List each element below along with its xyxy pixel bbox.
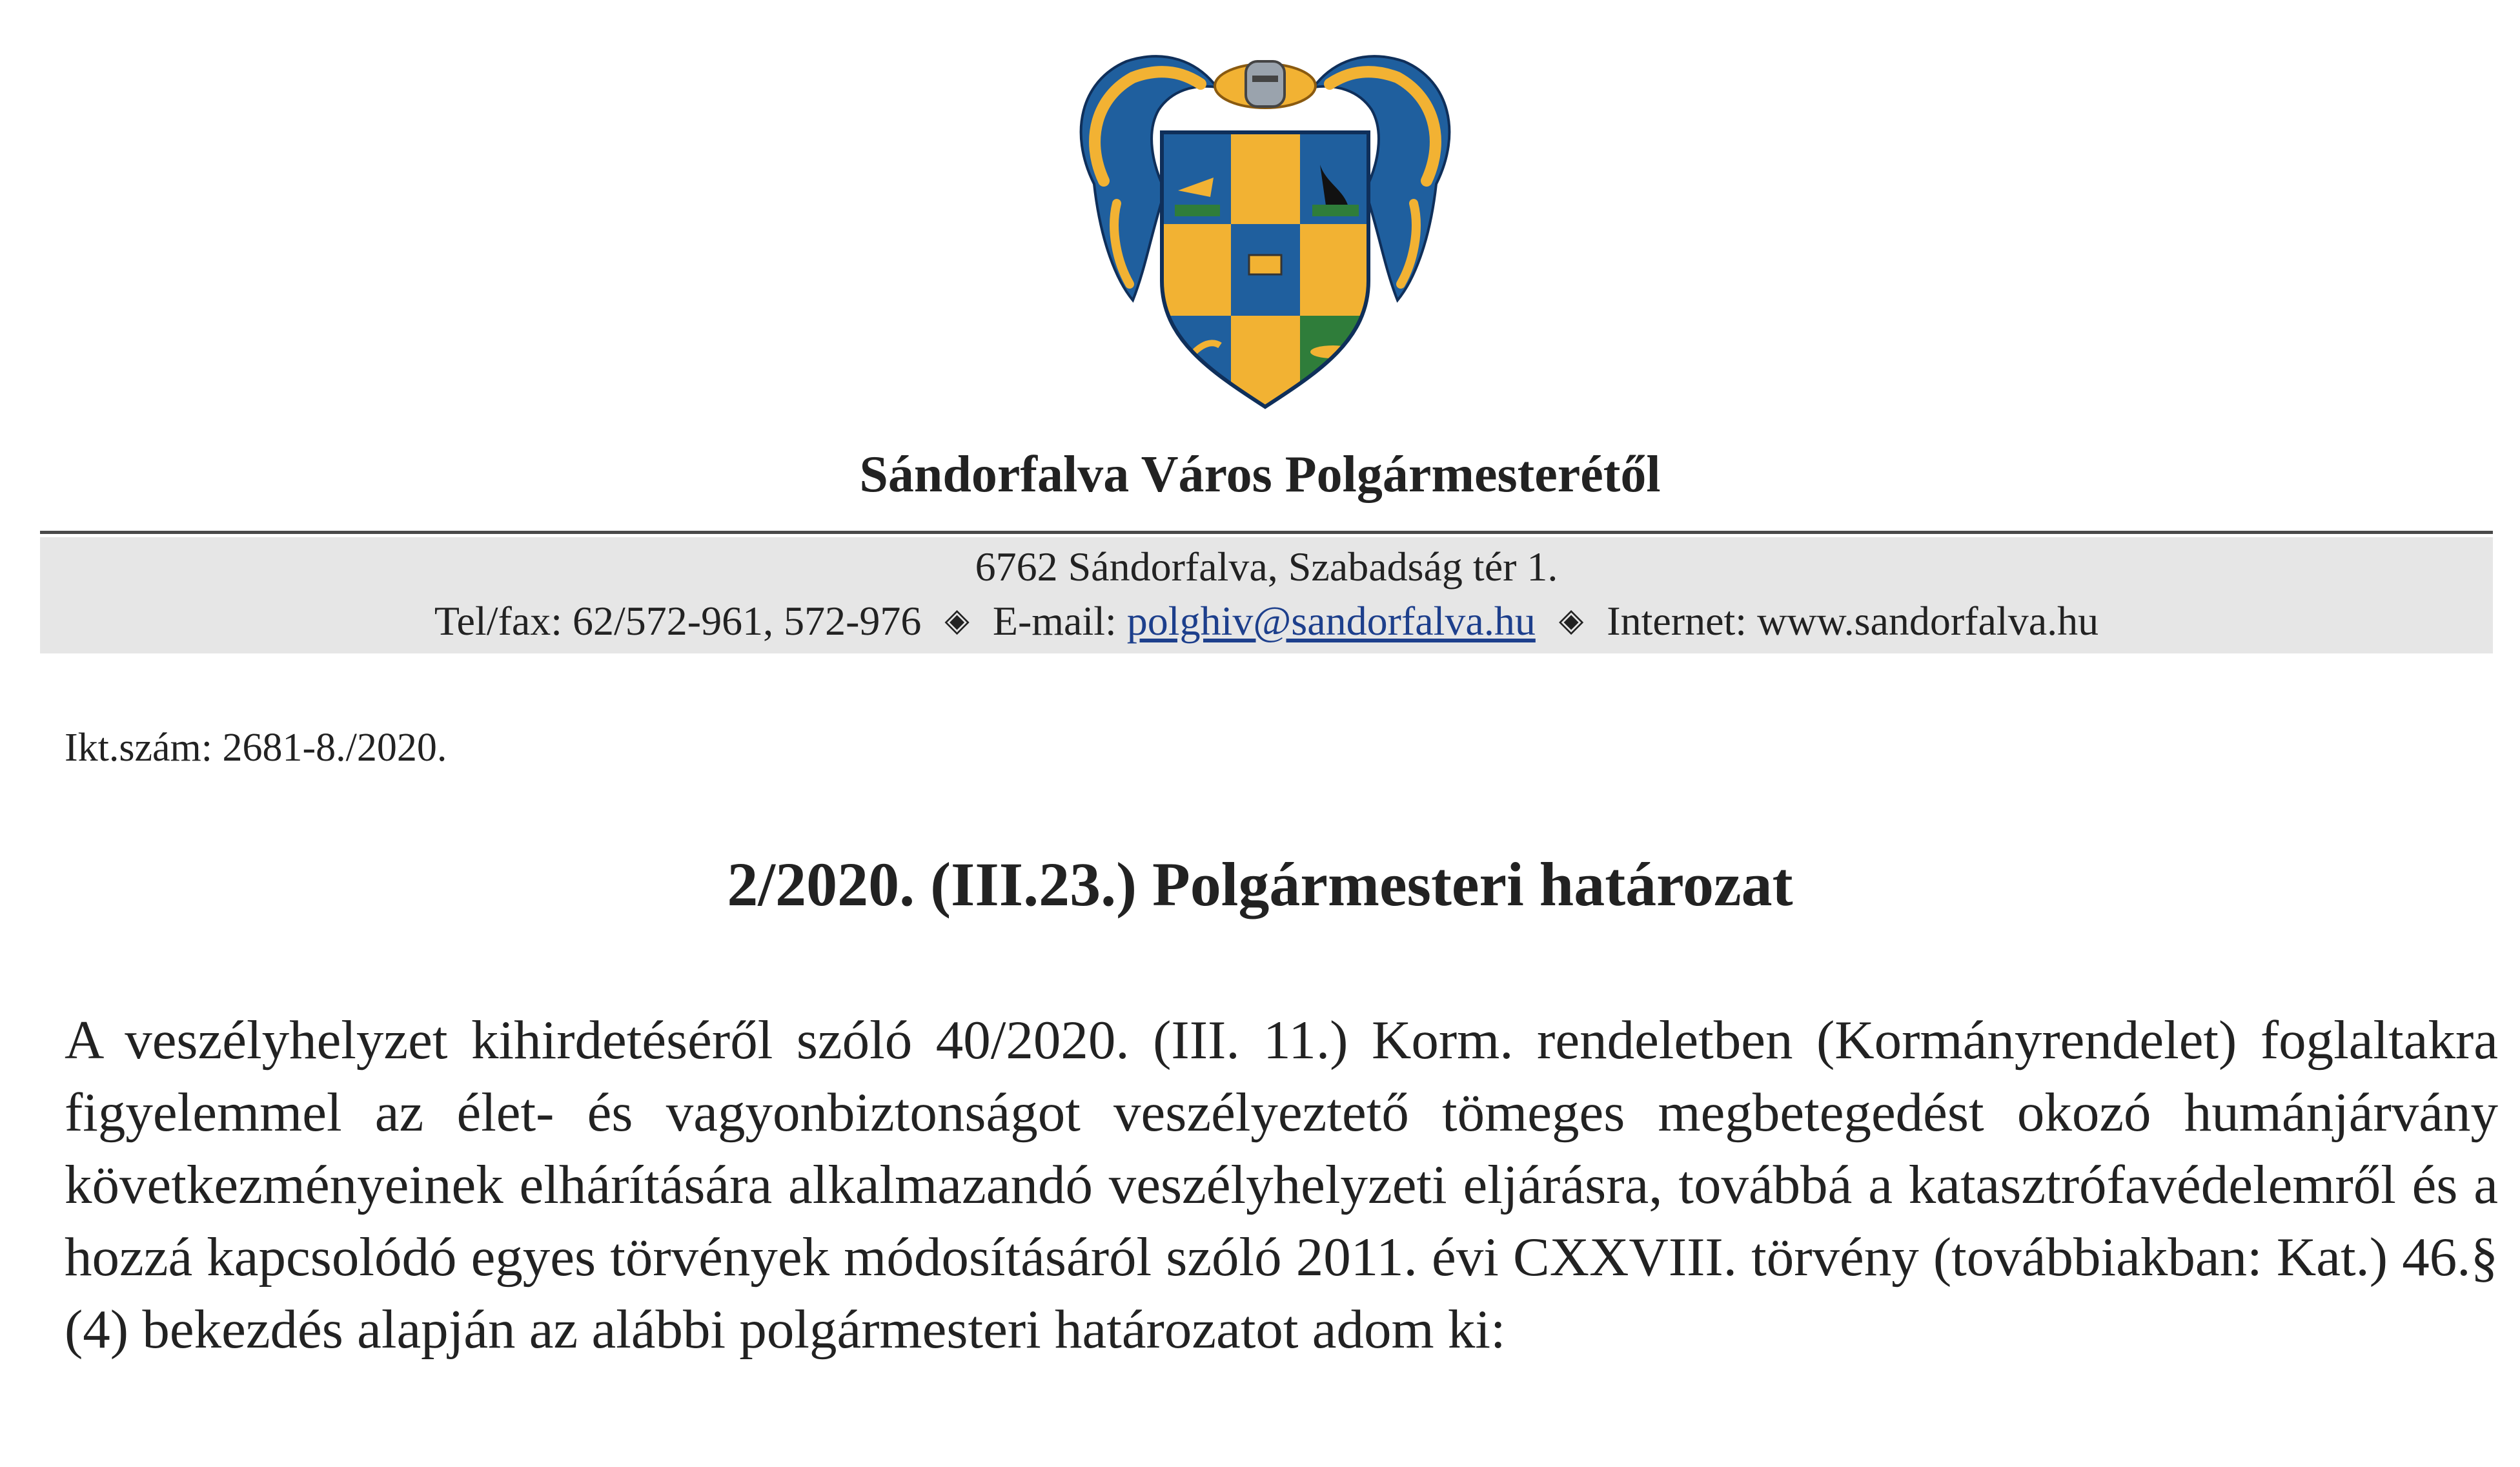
office-title: Sándorfalva Város Polgármesterétől (859, 446, 1661, 503)
decision-body-paragraph: A veszélyhelyzet kihirdetéséről szóló 40/2020. (III. 11.) Korm. rendeletben (Kormányrendelet) foglaltakra figyelemmel az élet- és vagyonbiztonságot veszélyeztető tömeges megbetegedést okozó humánjárvány következményeinek elhárítására alkalmazandó veszélyhelyzeti eljárásra, továbbá a katasztrófavédelemről és a hozzá kapcsolódó egyes törvények módosításáról szóló 2011. évi CXXVIII. törvény (továbbiakban: Kat.) 46.§ (4) bekezdés alapján az alábbi polgármesteri határozatot adom ki: (65, 1010, 2498, 1360)
decision-title: 2/2020. (III.23.) Polgármesteri határozat (727, 850, 1793, 919)
email-link[interactable]: polghiv@sandorfalva.hu (1126, 598, 1536, 644)
diamond-separator-icon: ◈ (944, 601, 970, 639)
diamond-separator-icon: ◈ (1558, 601, 1584, 639)
coat-of-arms-logo (1055, 36, 1475, 423)
internet-text: Internet: www.sandorfalva.hu (1607, 598, 2099, 644)
contact-band (40, 537, 2493, 653)
address-line: 6762 Sándorfalva, Szabadság tér 1. (975, 544, 1558, 590)
email-label: E-mail: (992, 598, 1117, 644)
reference-number: Ikt.szám: 2681-8./2020. (65, 726, 447, 770)
tel-fax-text: Tel/fax: 62/572-961, 572-976 (434, 598, 922, 644)
contact-line (40, 594, 2493, 647)
header-divider (40, 531, 2493, 534)
